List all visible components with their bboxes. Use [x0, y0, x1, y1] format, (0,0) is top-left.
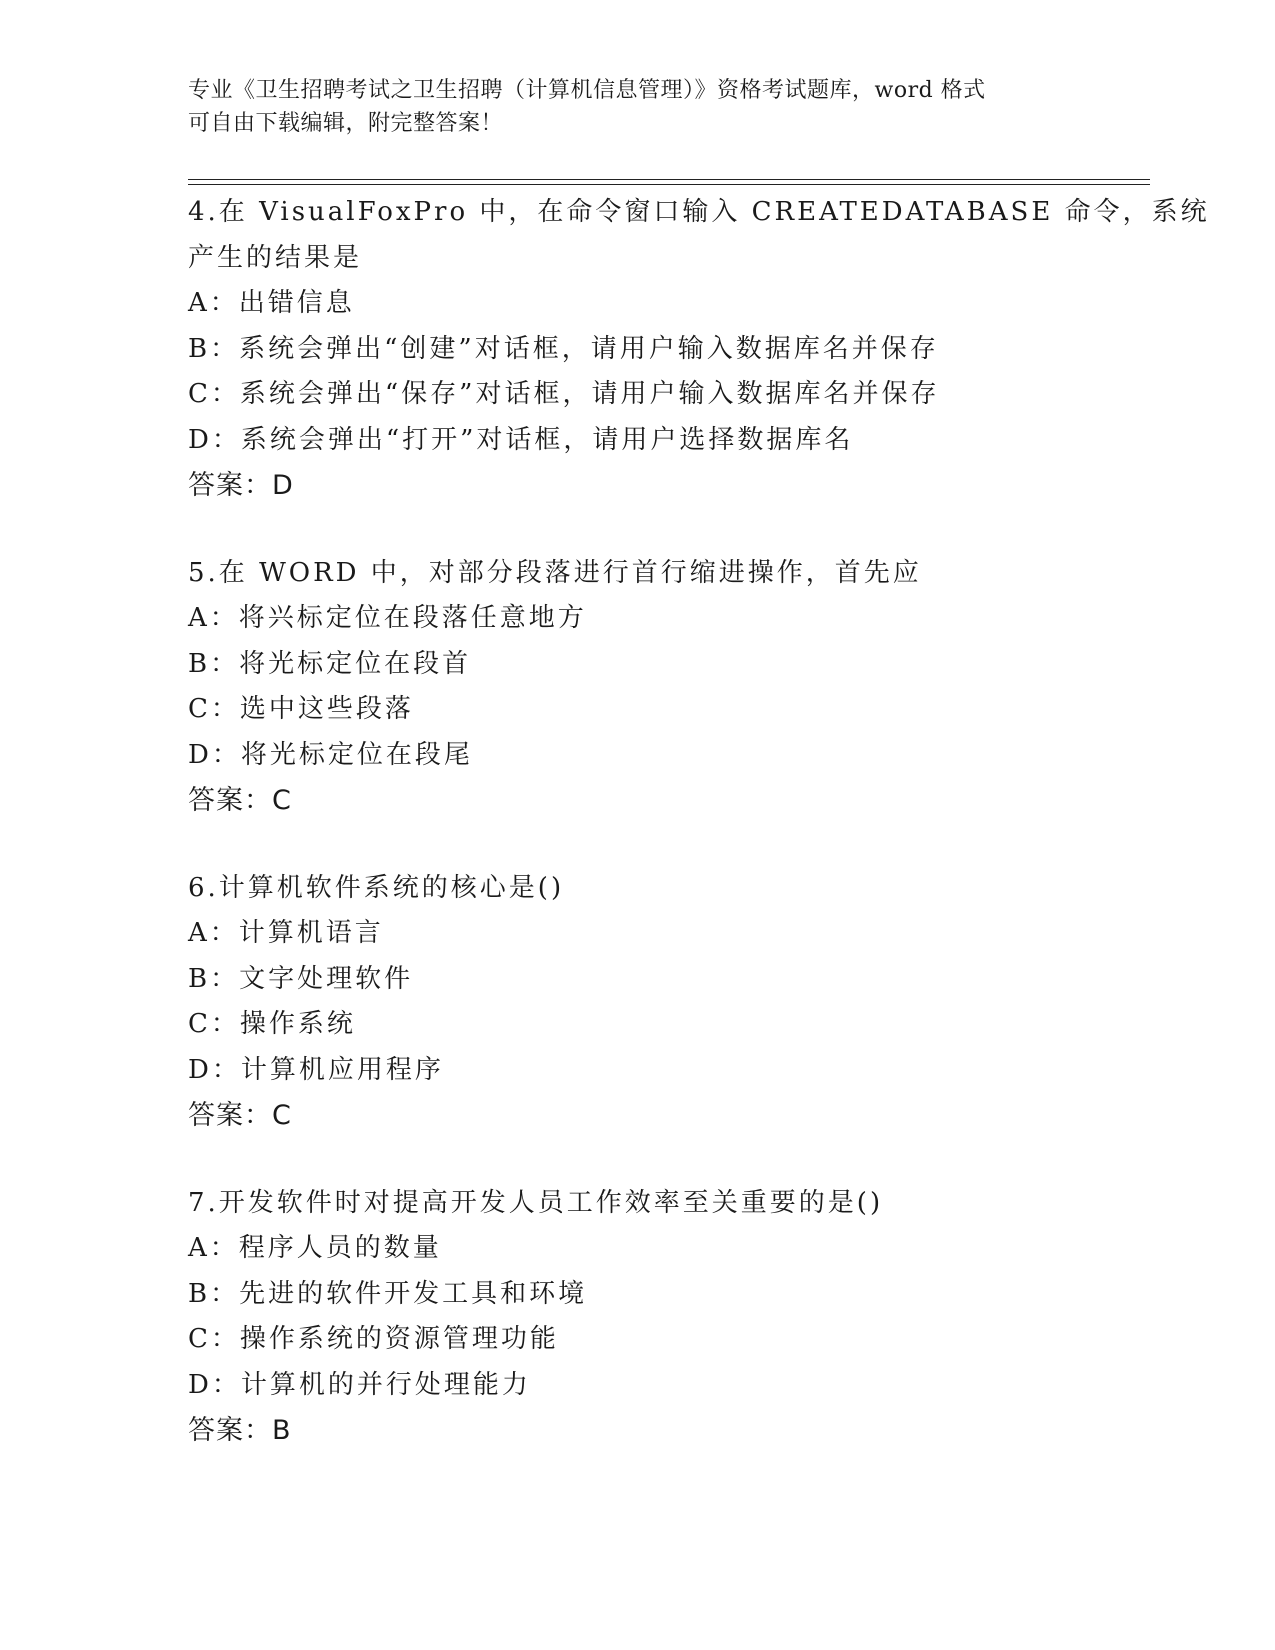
question-stem: 4.在 VisualFoxPro 中，在命令窗口输入 CREATEDATABASE 命令，系统: [188, 197, 1210, 227]
header-divider-bottom: [188, 184, 1150, 185]
option-d: D：计算机应用程序: [188, 1054, 444, 1085]
document-header: [188, 74, 1088, 140]
question-stem: 6.计算机软件系统的核心是(): [188, 872, 565, 903]
option-c: C：选中这些段落: [188, 694, 414, 724]
question-6: [188, 866, 1088, 1139]
question-list: [188, 190, 1210, 1496]
answer-line: 答案：B: [188, 1415, 292, 1446]
option-a: A：程序人员的数量: [188, 1233, 442, 1263]
option-c: C：操作系统: [188, 1009, 356, 1039]
option-c: C：操作系统的资源管理功能: [188, 1324, 559, 1354]
answer-line: 答案：C: [188, 1100, 292, 1131]
question-4: [188, 190, 1210, 509]
option-d: D：计算机的并行处理能力: [188, 1369, 531, 1400]
option-b: B：先进的软件开发工具和环境: [188, 1278, 588, 1309]
question-stem: 5.在 WORD 中，对部分段落进行首行缩进操作，首先应: [188, 557, 922, 588]
question-5: [188, 551, 1088, 824]
option-a: A：出错信息: [188, 288, 355, 318]
header-divider-top: [188, 179, 1150, 180]
option-a: A：将兴标定位在段落任意地方: [188, 603, 587, 633]
option-b: B：系统会弹出“创建”对话框，请用户输入数据库名并保存: [188, 333, 939, 364]
question-7: [188, 1181, 1088, 1454]
option-d: D：将光标定位在段尾: [188, 739, 473, 770]
header-line-1: 专业《卫生招聘考试之卫生招聘（计算机信息管理）》资格考试题库，word 格式: [188, 78, 986, 103]
option-c: C：系统会弹出“保存”对话框，请用户输入数据库名并保存: [188, 379, 940, 409]
answer-line: 答案：C: [188, 785, 292, 816]
option-b: B：将光标定位在段首: [188, 648, 472, 679]
answer-line: 答案：D: [188, 470, 294, 501]
option-b: B：文字处理软件: [188, 963, 414, 994]
option-d: D：系统会弹出“打开”对话框，请用户选择数据库名: [188, 424, 854, 455]
header-line-2: 可自由下载编辑，附完整答案！: [188, 111, 504, 136]
option-a: A：计算机语言: [188, 918, 384, 948]
question-stem: 7.开发软件时对提高开发人员工作效率至关重要的是(): [188, 1187, 884, 1218]
question-stem: 产生的结果是: [188, 242, 363, 273]
